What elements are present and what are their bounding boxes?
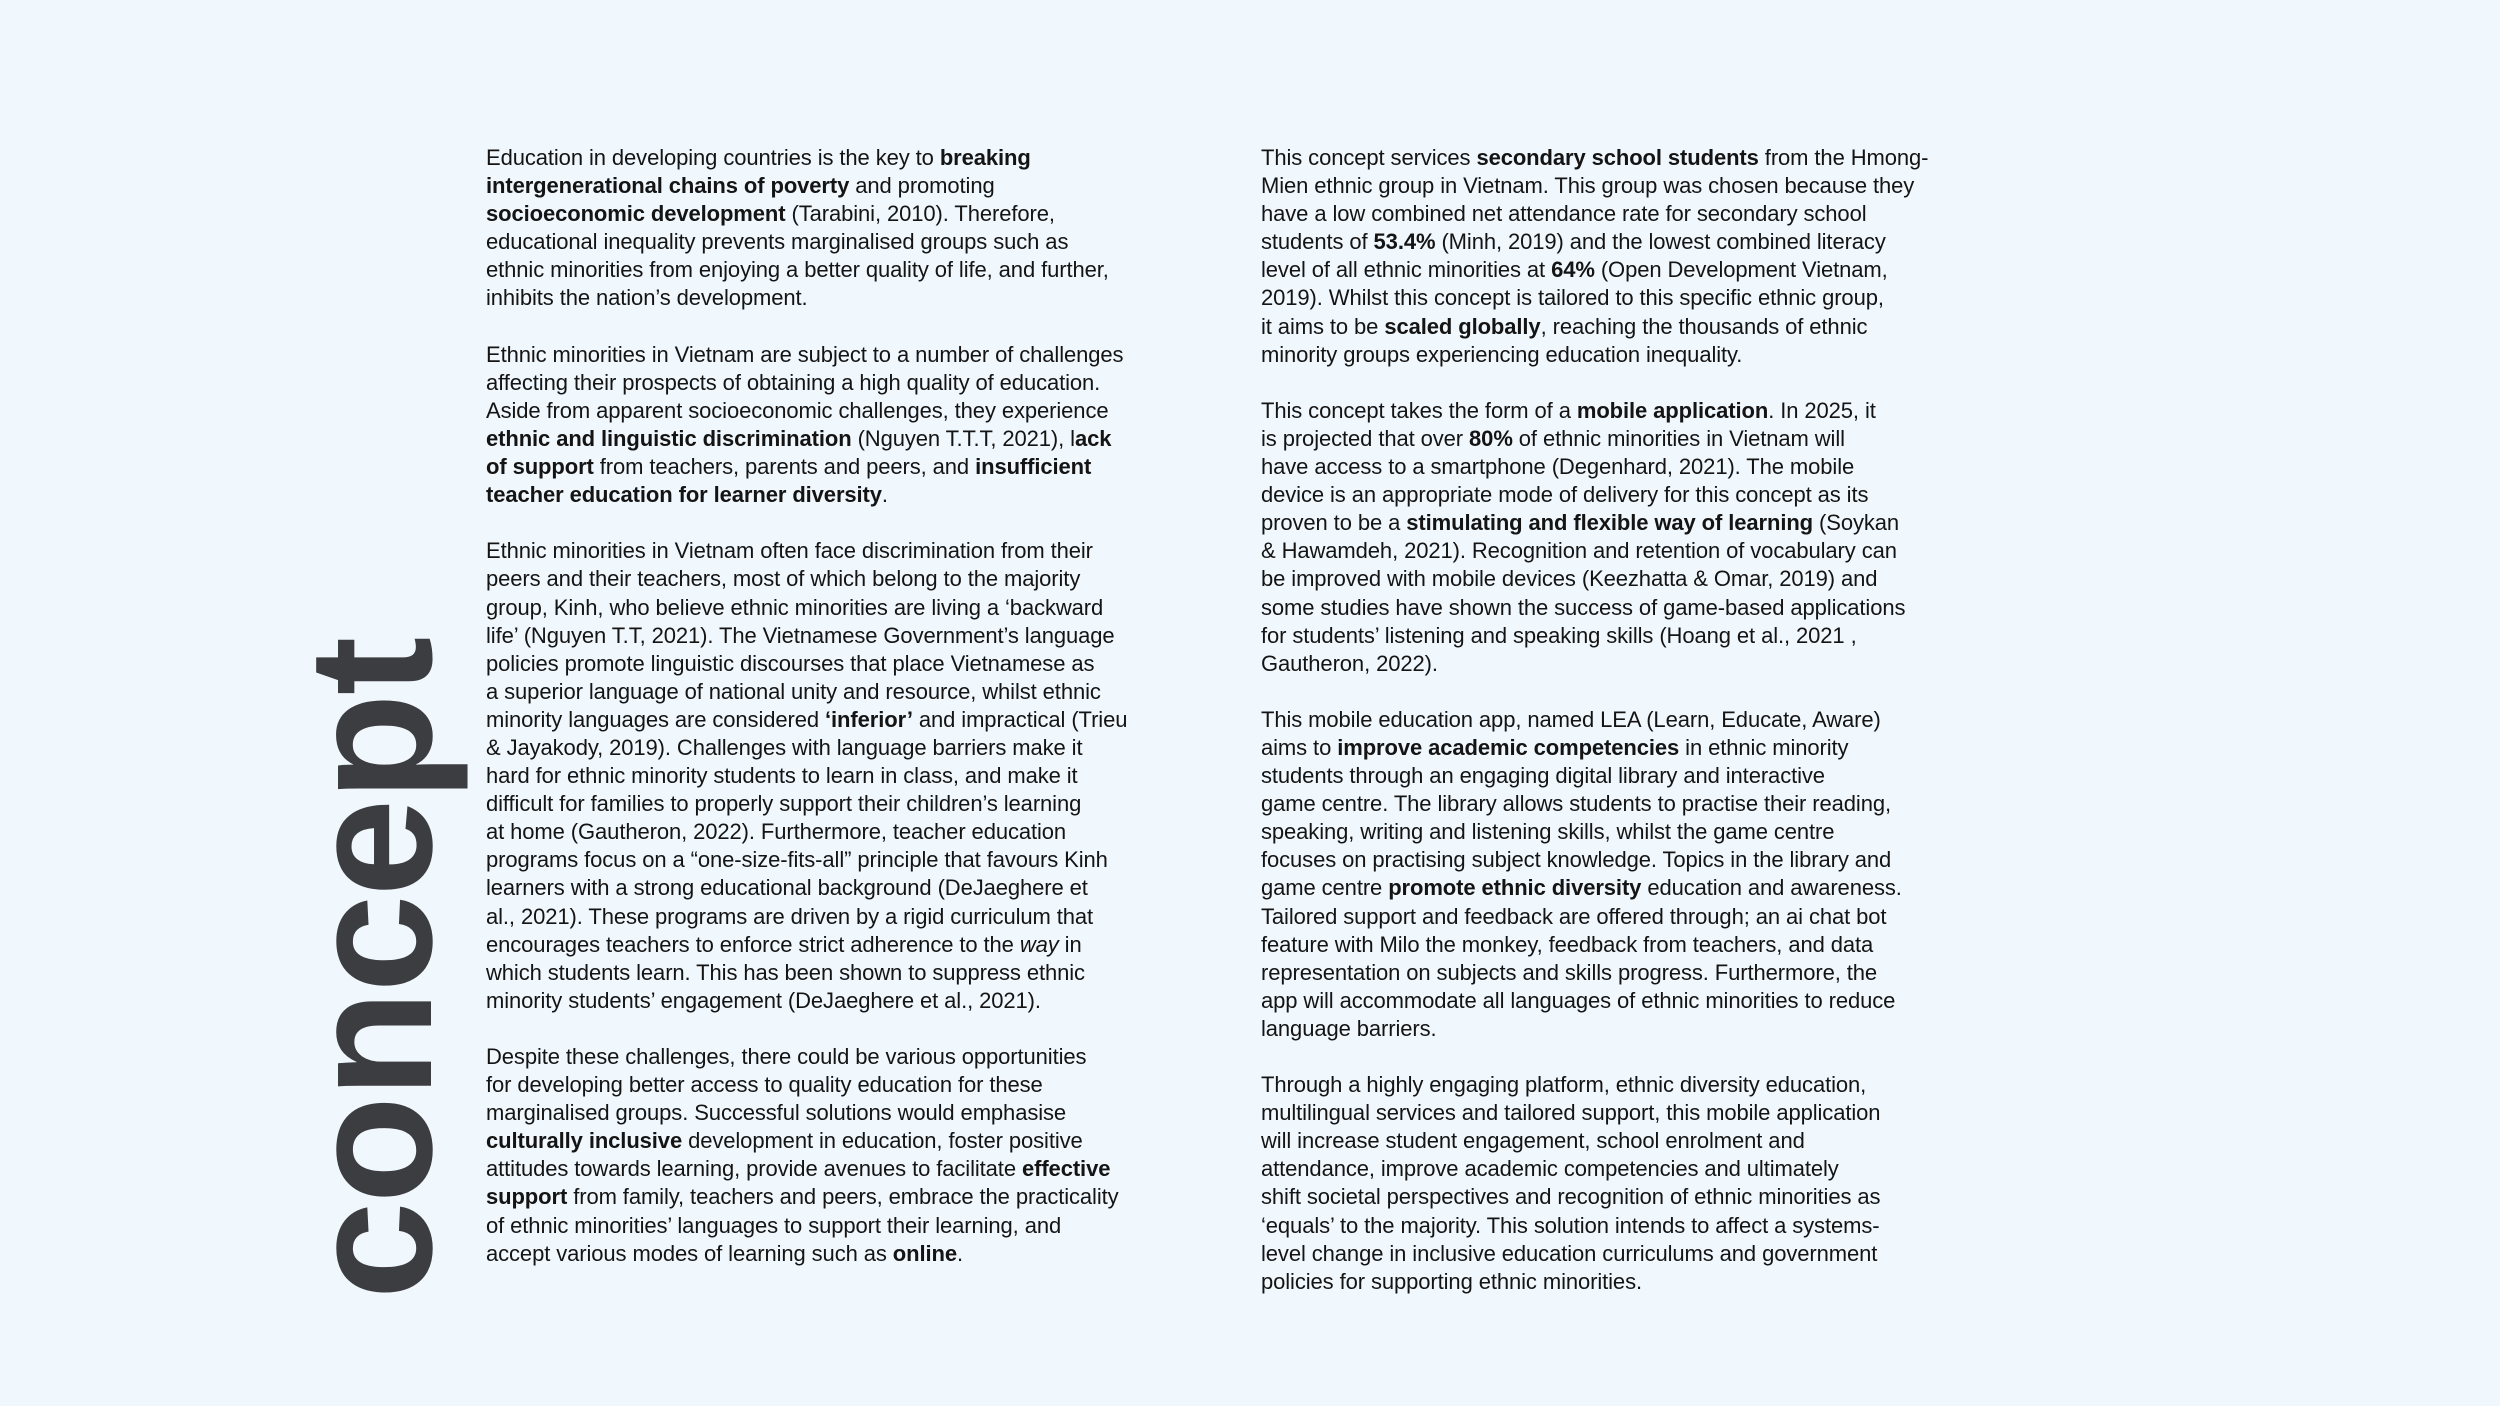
- text-line: level of all ethnic minorities at 64% (Open Development Vietnam,: [1261, 257, 1888, 283]
- paragraph: [1261, 397, 2031, 678]
- emphasis-bold: ‘inferior’: [825, 706, 913, 732]
- text-line: hard for ethnic minority students to learn in class, and make it: [486, 763, 1078, 789]
- text-line: for developing better access to quality education for these: [486, 1072, 1043, 1098]
- text-line: game centre. The library allows students to practise their reading,: [1261, 791, 1891, 817]
- text-line: intergenerational chains of poverty and promoting: [486, 173, 995, 199]
- text-line: proven to be a stimulating and flexible way of learning (Soykan: [1261, 510, 1900, 536]
- text-line: This concept takes the form of a mobile application. In 2025, it: [1261, 397, 1876, 423]
- paragraph: [1261, 706, 2031, 1043]
- text-line: of ethnic minorities’ languages to support their learning, and: [486, 1212, 1062, 1238]
- emphasis-bold: culturally inclusive: [486, 1128, 683, 1154]
- text-line: speaking, writing and listening skills, whilst the game centre: [1261, 819, 1835, 845]
- text-line: This mobile education app, named LEA (Learn, Educate, Aware): [1261, 706, 1881, 732]
- text-line: difficult for families to properly support their children’s learning: [486, 791, 1082, 817]
- text-line: shift societal perspectives and recognition of ethnic minorities as: [1261, 1184, 1881, 1210]
- emphasis-bold: breaking: [939, 145, 1031, 170]
- text-line: for students’ listening and speaking skills (Hoang et al., 2021 ,: [1261, 622, 1857, 648]
- text-line: app will accommodate all languages of ethnic minorities to reduce: [1261, 987, 1896, 1013]
- text-line: encourages teachers to enforce strict adherence to the way in: [486, 931, 1082, 957]
- text-line: socioeconomic development (Tarabini, 2010). Therefore,: [486, 201, 1055, 227]
- text-line: marginalised groups. Successful solutions would emphasise: [486, 1100, 1067, 1126]
- text-line: support from family, teachers and peers, embrace the practicality: [486, 1184, 1119, 1210]
- text-line: 2019). Whilst this concept is tailored to this specific ethnic group,: [1261, 285, 1884, 311]
- text-line: Gautheron, 2022).: [1261, 650, 1438, 676]
- text-line: have a low combined net attendance rate for secondary school: [1261, 201, 1867, 227]
- paragraph: [1261, 144, 2031, 369]
- text-line: students through an engaging digital library and interactive: [1261, 763, 1825, 789]
- text-line: feature with Milo the monkey, feedback from teachers, and data: [1261, 931, 1874, 957]
- text-line: students of 53.4% (Minh, 2019) and the lowest combined literacy: [1261, 229, 1886, 255]
- text-line: minority groups experiencing education inequality.: [1261, 341, 1743, 367]
- text-line: Aside from apparent socioeconomic challenges, they experience: [486, 397, 1109, 423]
- text-line: a superior language of national unity and resource, whilst ethnic: [486, 678, 1101, 704]
- emphasis-bold: improve academic competencies: [1337, 734, 1680, 760]
- emphasis-bold: scaled globally: [1384, 313, 1541, 339]
- emphasis-bold: stimulating and flexible way of learning: [1406, 510, 1814, 536]
- emphasis-bold: 64%: [1551, 257, 1595, 283]
- text-line: group, Kinh, who believe ethnic minorities are living a ‘backward: [486, 594, 1104, 620]
- page-title: concept: [273, 638, 469, 1300]
- text-line: culturally inclusive development in education, foster positive: [486, 1128, 1083, 1154]
- text-line: & Jayakody, 2019). Challenges with language barriers make it: [486, 734, 1083, 760]
- text-line: Tailored support and feedback are offered through; an ai chat bot: [1261, 903, 1887, 929]
- text-column-left: [486, 144, 1256, 1296]
- text-line: ethnic minorities from enjoying a better quality of life, and further,: [486, 257, 1109, 283]
- emphasis-bold: 53.4%: [1373, 229, 1436, 255]
- text-line: attendance, improve academic competencies and ultimately: [1261, 1156, 1839, 1182]
- emphasis-bold: socioeconomic development: [486, 201, 786, 227]
- text-line: ‘equals’ to the majority. This solution intends to affect a systems-: [1261, 1212, 1880, 1238]
- paragraph: [1261, 1071, 2031, 1296]
- emphasis-bold: support: [486, 1184, 568, 1210]
- emphasis-bold: insufficient: [975, 454, 1092, 480]
- text-column-right: [1261, 144, 2031, 1324]
- text-line: inhibits the nation’s development.: [486, 285, 808, 311]
- text-line: programs focus on a “one-size-fits-all” principle that favours Kinh: [486, 847, 1108, 873]
- text-line: will increase student engagement, school enrolment and: [1261, 1128, 1805, 1154]
- text-line: is projected that over 80% of ethnic minorities in Vietnam will: [1261, 425, 1845, 451]
- text-line: attitudes towards learning, provide avenues to facilitate effective: [486, 1156, 1111, 1182]
- emphasis-bold: 80%: [1469, 425, 1513, 451]
- paragraph: [486, 144, 1256, 313]
- text-line: life’ (Nguyen T.T, 2021). The Vietnamese Government’s language: [486, 622, 1115, 648]
- text-line: This concept services secondary school students from the Hmong-: [1261, 145, 1929, 170]
- text-line: Education in developing countries is the key to breaking: [486, 145, 1031, 170]
- text-line: teacher education for learner diversity.: [486, 482, 888, 508]
- text-line: Mien ethnic group in Vietnam. This group was chosen because they: [1261, 173, 1915, 199]
- text-line: policies promote linguistic discourses that place Vietnamese as: [486, 650, 1095, 676]
- text-line: it aims to be scaled globally, reaching the thousands of ethnic: [1261, 313, 1868, 339]
- text-line: aims to improve academic competencies in ethnic minority: [1261, 734, 1849, 760]
- text-line: device is an appropriate mode of delivery for this concept as its: [1261, 482, 1869, 508]
- emphasis-bold: promote ethnic diversity: [1388, 875, 1642, 901]
- text-line: affecting their prospects of obtaining a high quality of education.: [486, 369, 1101, 395]
- text-line: peers and their teachers, most of which belong to the majority: [486, 566, 1081, 592]
- paragraph: [486, 341, 1256, 510]
- emphasis-bold: online: [892, 1240, 957, 1266]
- text-line: level change in inclusive education curriculums and government: [1261, 1240, 1878, 1266]
- text-line: minority languages are considered ‘inferior’ and impractical (Trieu: [486, 706, 1128, 732]
- text-line: language barriers.: [1261, 1015, 1437, 1041]
- text-line: some studies have shown the success of game-based applications: [1261, 594, 1906, 620]
- text-line: focuses on practising subject knowledge. Topics in the library and: [1261, 847, 1892, 873]
- text-line: learners with a strong educational background (DeJaeghere et: [486, 875, 1088, 901]
- emphasis-bold: ack: [1074, 425, 1112, 451]
- text-line: Ethnic minorities in Vietnam are subject to a number of challenges: [486, 341, 1124, 367]
- emphasis-bold: teacher education for learner diversity: [486, 482, 882, 508]
- text-line: of support from teachers, parents and peers, and insufficient: [486, 454, 1092, 480]
- text-line: minority students’ engagement (DeJaeghere et al., 2021).: [486, 987, 1041, 1013]
- text-line: Through a highly engaging platform, ethnic diversity education,: [1261, 1072, 1867, 1098]
- emphasis-bold: effective: [1021, 1156, 1111, 1182]
- text-line: be improved with mobile devices (Keezhatta & Omar, 2019) and: [1261, 566, 1878, 592]
- paragraph: [486, 1043, 1256, 1268]
- text-line: & Hawamdeh, 2021). Recognition and retention of vocabulary can: [1261, 538, 1897, 564]
- text-line: representation on subjects and skills progress. Furthermore, the: [1261, 959, 1878, 985]
- emphasis-bold: of support: [486, 454, 594, 480]
- text-line: which students learn. This has been shown to suppress ethnic: [486, 959, 1085, 985]
- text-line: al., 2021). These programs are driven by a rigid curriculum that: [486, 903, 1094, 929]
- text-line: educational inequality prevents marginalised groups such as: [486, 229, 1069, 255]
- text-line: accept various modes of learning such as online.: [486, 1240, 963, 1266]
- text-line: at home (Gautheron, 2022). Furthermore, teacher education: [486, 819, 1067, 845]
- text-line: game centre promote ethnic diversity education and awareness.: [1261, 875, 1902, 901]
- text-line: Despite these challenges, there could be various opportunities: [486, 1044, 1087, 1069]
- text-line: Ethnic minorities in Vietnam often face discrimination from their: [486, 538, 1093, 564]
- emphasis-bold: mobile application: [1576, 397, 1769, 423]
- text-line: policies for supporting ethnic minorities.: [1261, 1268, 1642, 1294]
- emphasis-italic: way: [1019, 931, 1059, 957]
- emphasis-bold: secondary school students: [1476, 145, 1759, 170]
- text-line: have access to a smartphone (Degenhard, 2021). The mobile: [1261, 454, 1855, 480]
- text-line: ethnic and linguistic discrimination (Nguyen T.T.T, 2021), lack: [486, 425, 1112, 451]
- emphasis-bold: intergenerational chains of poverty: [486, 173, 850, 199]
- paragraph: [486, 537, 1256, 1015]
- text-line: multilingual services and tailored support, this mobile application: [1261, 1100, 1881, 1126]
- emphasis-bold: ethnic and linguistic discrimination: [486, 425, 852, 451]
